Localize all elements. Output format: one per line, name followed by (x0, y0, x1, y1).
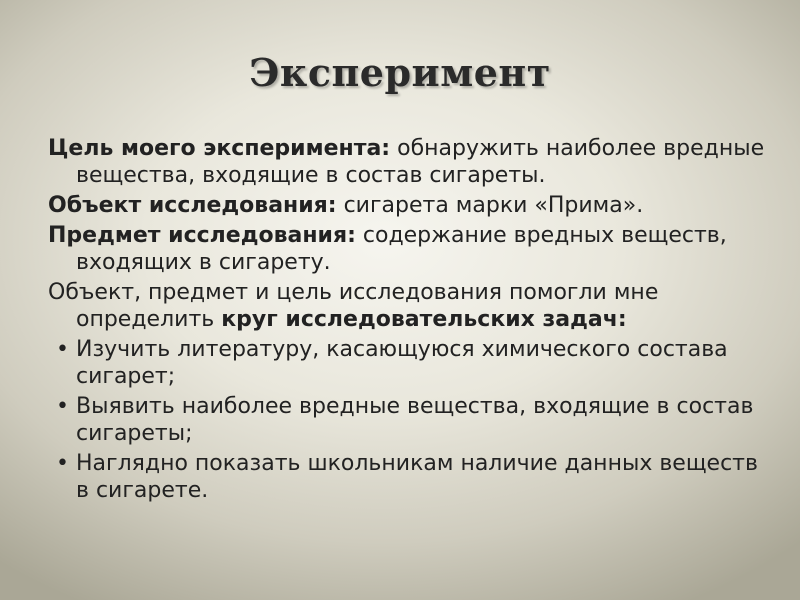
task-text: Наглядно показать школьникам наличие данных веществ в сигарете. (76, 451, 758, 503)
tasks-intro-text: Объект, предмет и цель исследования помогли мне определить (48, 280, 659, 332)
goal-label: Цель моего эксперимента: (48, 136, 391, 161)
object-paragraph (48, 192, 768, 219)
tasks-intro-paragraph (48, 279, 768, 333)
slide-title: Эксперимент (249, 50, 551, 95)
object-label: Объект исследования: (48, 193, 337, 218)
task-bullet-3 (48, 450, 768, 504)
object-text: сигарета марки «Прима». (336, 193, 644, 218)
goal-text: обнаружить наиболее вредные вещества, входящие в состав сигареты. (76, 136, 765, 188)
task-text: Выявить наиболее вредные вещества, входящие в состав сигареты; (76, 394, 754, 446)
task-bullet-2 (48, 393, 768, 447)
subject-label: Предмет исследования: (48, 223, 356, 248)
subject-text: содержание вредных веществ, входящих в сигарету. (76, 223, 727, 275)
tasks-intro-bold: круг исследовательских задач: (221, 307, 627, 332)
bullet-icon: • (56, 394, 69, 419)
task-bullet-1 (48, 336, 768, 390)
goal-paragraph (48, 135, 768, 189)
slide-body (48, 135, 768, 507)
task-text: Изучить литературу, касающуюся химического состава сигарет; (76, 337, 728, 389)
bullet-icon: • (56, 451, 69, 476)
subject-paragraph (48, 222, 768, 276)
bullet-icon: • (56, 337, 69, 362)
